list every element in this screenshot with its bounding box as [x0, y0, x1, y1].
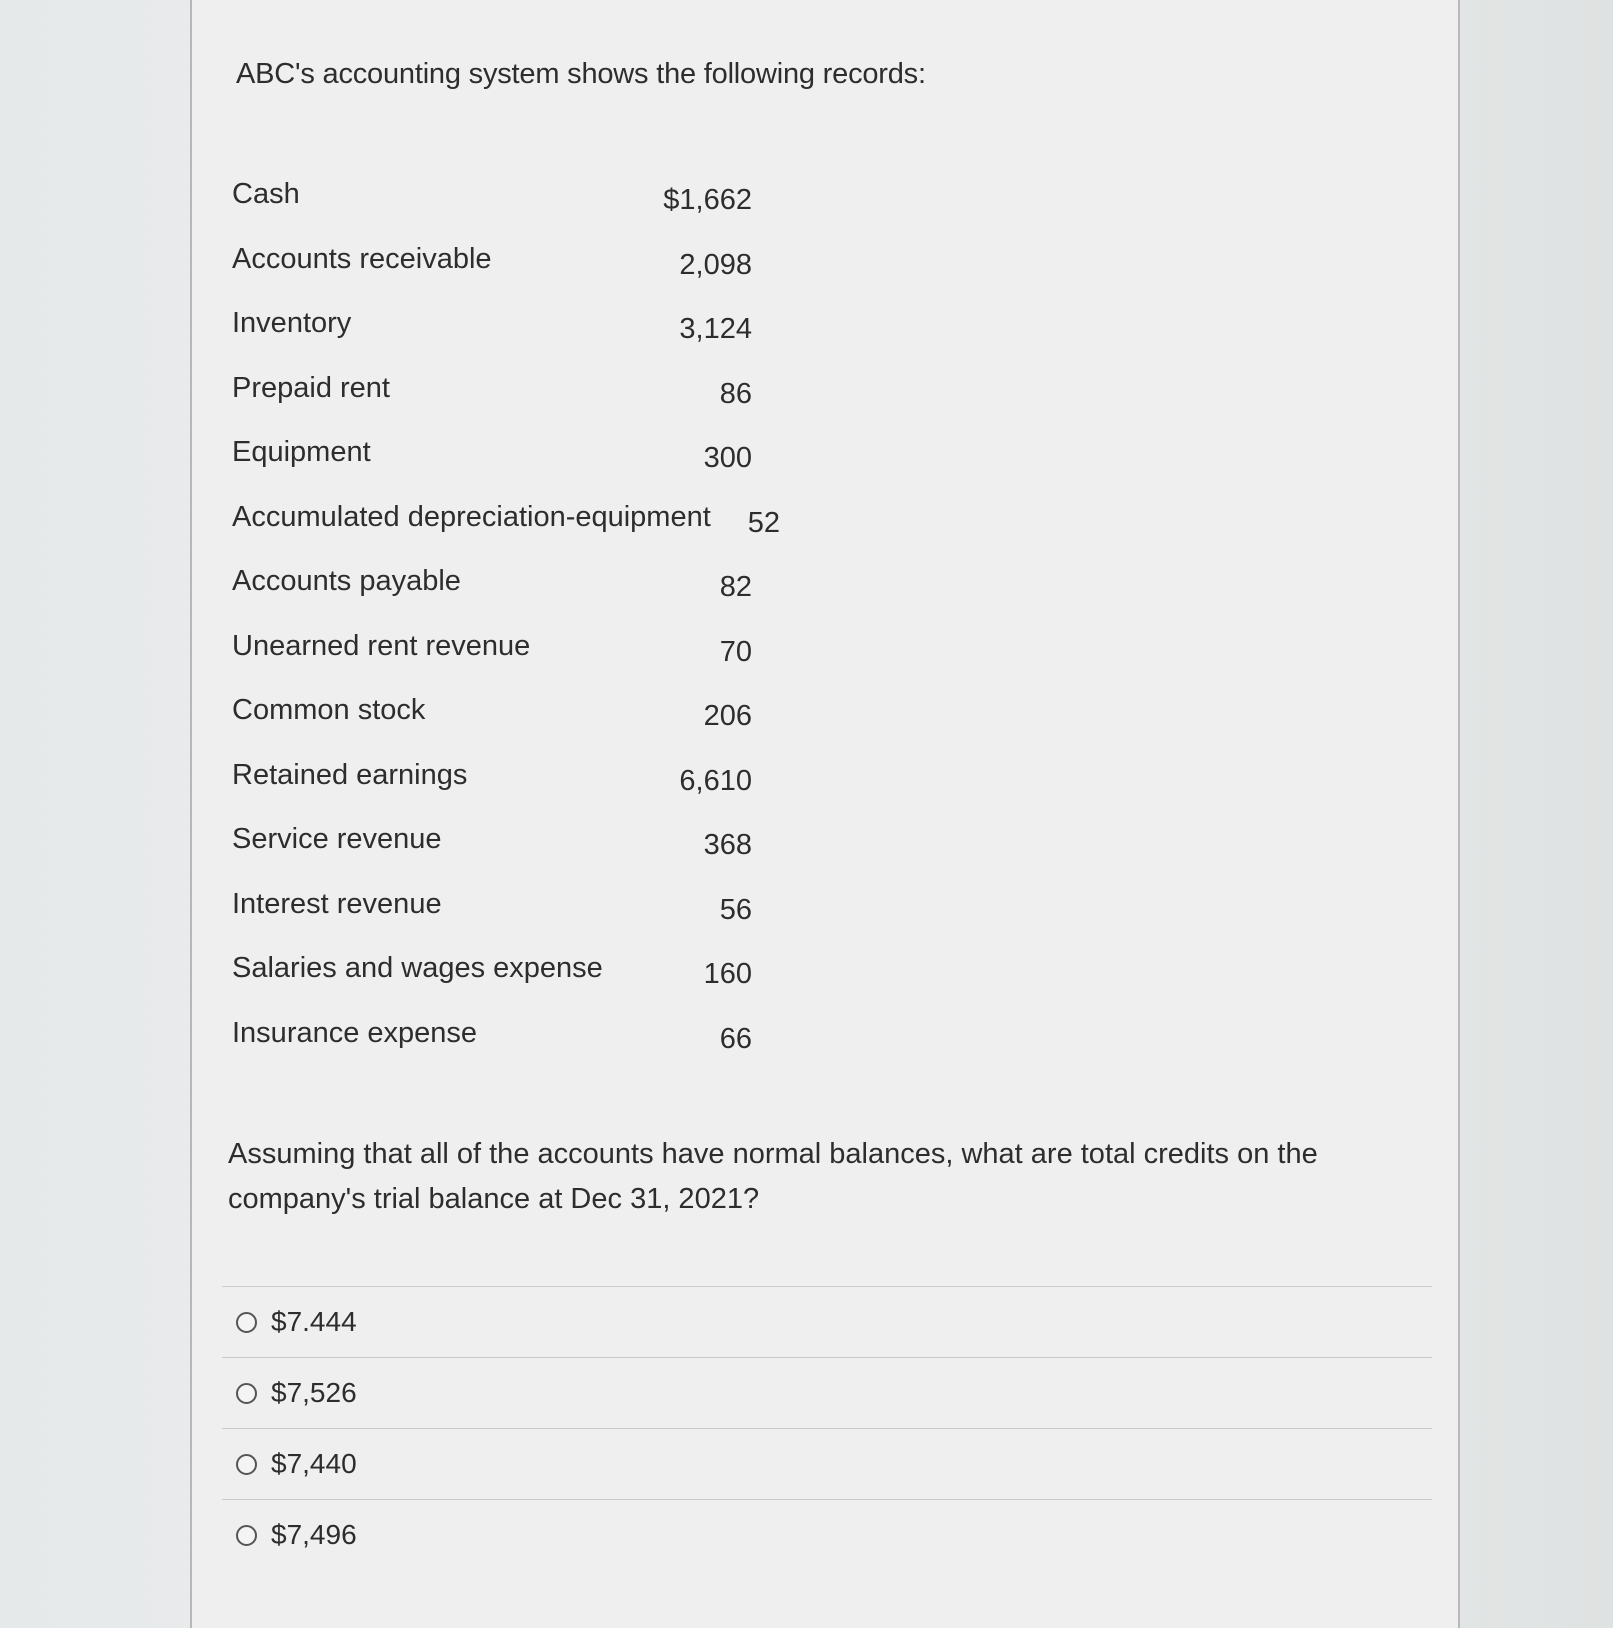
- record-row-accumulated-depreciation: [232, 501, 792, 566]
- record-row-accounts-receivable: [232, 243, 792, 308]
- record-label: Inventory: [232, 307, 352, 339]
- record-label: Service revenue: [232, 823, 442, 855]
- record-row-salaries-wages-expense: [232, 952, 792, 1017]
- answer-options: [222, 1286, 1432, 1570]
- record-row-common-stock: [232, 694, 792, 759]
- record-row-interest-revenue: [232, 888, 792, 953]
- record-label: Interest revenue: [232, 887, 442, 920]
- radio-button[interactable]: [236, 1525, 257, 1546]
- account-records-list: [232, 178, 792, 1081]
- record-label: Cash: [232, 178, 300, 210]
- radio-button[interactable]: [236, 1454, 257, 1475]
- record-label: Equipment: [232, 436, 371, 468]
- answer-label: $7,440: [271, 1448, 357, 1479]
- record-row-accounts-payable: [232, 565, 792, 630]
- record-label: Accounts payable: [232, 565, 461, 597]
- record-row-insurance-expense: [232, 1017, 792, 1082]
- record-label: Salaries and wages expense: [232, 952, 603, 984]
- question-prompt: Assuming that all of the accounts have normal balances, what are total credits on the company's trial balance at Dec 31, 2021?: [228, 1138, 1318, 1215]
- record-value: 86: [719, 377, 752, 410]
- record-row-retained-earnings: [232, 759, 792, 824]
- answer-option-2[interactable]: [222, 1357, 1432, 1428]
- record-row-inventory: [232, 307, 792, 372]
- record-value: 56: [719, 893, 752, 926]
- radio-button[interactable]: [236, 1383, 257, 1404]
- radio-button[interactable]: [236, 1312, 257, 1333]
- record-value: 52: [747, 506, 780, 539]
- record-label: Retained earnings: [232, 758, 468, 791]
- record-label: Insurance expense: [232, 1016, 478, 1049]
- question-card: [190, 0, 1460, 1628]
- answer-label: $7,526: [271, 1377, 357, 1408]
- record-value: 70: [719, 635, 752, 668]
- answer-option-3[interactable]: [222, 1428, 1432, 1499]
- record-row-unearned-rent-revenue: [232, 630, 792, 695]
- question-intro: ABC's accounting system shows the following records:: [236, 58, 926, 90]
- record-value: $1,662: [663, 184, 752, 216]
- record-value: 300: [703, 442, 752, 474]
- record-row-prepaid-rent: [232, 372, 792, 437]
- answer-option-1[interactable]: [222, 1286, 1432, 1357]
- record-value: 206: [703, 700, 752, 732]
- record-label: Accounts receivable: [232, 242, 492, 275]
- record-value: 160: [703, 958, 752, 990]
- record-row-cash: [232, 178, 792, 243]
- record-value: 368: [703, 829, 752, 861]
- record-value: 3,124: [679, 313, 752, 345]
- record-label: Unearned rent revenue: [232, 629, 531, 662]
- answer-label: $7.444: [271, 1306, 357, 1337]
- answer-label: $7,496: [271, 1519, 357, 1550]
- record-label: Prepaid rent: [232, 371, 390, 404]
- record-row-equipment: [232, 436, 792, 501]
- answer-option-4[interactable]: [222, 1499, 1432, 1570]
- record-value: 2,098: [679, 248, 752, 281]
- record-value: 66: [719, 1022, 752, 1055]
- record-label: Accumulated depreciation-equipment: [232, 500, 711, 533]
- record-value: 82: [719, 571, 752, 603]
- record-value: 6,610: [679, 764, 752, 797]
- record-row-service-revenue: [232, 823, 792, 888]
- record-label: Common stock: [232, 694, 426, 726]
